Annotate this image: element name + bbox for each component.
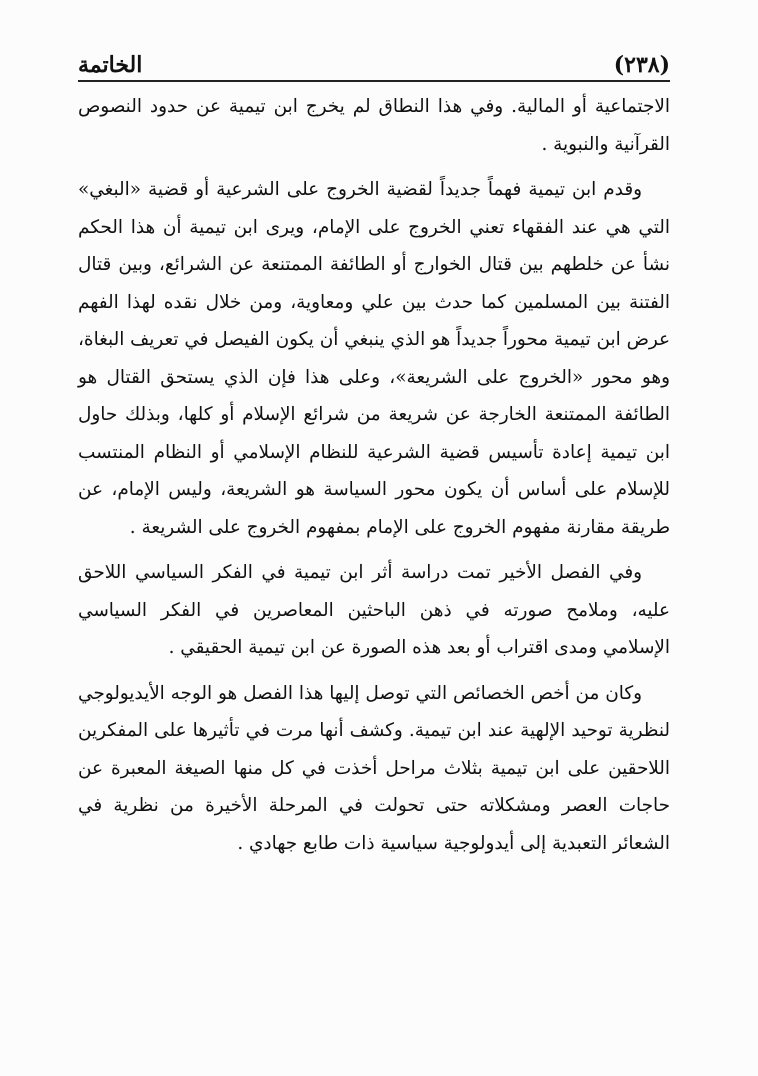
paragraph-rebellion-concept: وقدم ابن تيمية فهماً جديداً لقضية الخروج على الشرعية أو قضية «البغي» التي هي عند الفقهاء تعني الخروج على الإمام، ويرى ابن تيمية أن هذا الحكم نشأ عن خلطهم بين قتال الخوارج أو الطائفة الممتنعة عن الشرائع، وبين قتال الفتنة بين المسلمين كما حدث بين علي ومعاوية، ومن خلال نقده لهذا الفهم عرض ابن تيمية محوراً جديداً هو الذي ينبغي أن يكون الفيصل في تعريف البغاة، وهو محور «الخروج على الشريعة»، وعلى هذا فإن الذي يستحق القتال هو الطائفة الممتنعة الخارجة عن شريعة من شرائع الإسلام أو كلها، وبذلك حاول ابن تيمية إعادة تأسيس قضية الشرعية للنظام الإسلامي أو النظام المنتسب للإسلام على أساس أن يكون محور السياسة هو الشريعة، وليس الإمام، عن طريقة مقارنة مفهوم الخروج على الإمام بمفهوم الخروج على الشريعة . bbox=[78, 179, 670, 538]
paragraph-continued: الاجتماعية أو المالية. وفي هذا النطاق لم يخرج ابن تيمية عن حدود النصوص القرآنية والنبوية . bbox=[78, 96, 670, 155]
section-title: الخاتمة bbox=[78, 52, 143, 78]
body-text bbox=[78, 88, 670, 862]
page-number: (٢٣٨) bbox=[613, 52, 670, 78]
running-header bbox=[78, 42, 670, 82]
paragraph-ideological-aspect: وكان من أخص الخصائص التي توصل إليها هذا الفصل هو الوجه الأيديولوجي لنظرية توحيد الإلهية عند ابن تيمية. وكشف أنها مرت في تأثيرها على المفكرين اللاحقين على ابن تيمية بثلاث مراحل أخذت في كل منها الصيغة المعبرة عن حاجات العصر ومشكلاته حتى تحولت في المرحلة الأخيرة من نظرية في الشعائر التعبدية إلى أيدولوجية سياسية ذات طابع جهادي . bbox=[78, 682, 670, 854]
paragraph-last-chapter: وفي الفصل الأخير تمت دراسة أثر ابن تيمية في الفكر السياسي اللاحق عليه، وملامح صورته في ذهن الباحثين المعاصرين في الفكر السياسي الإسلامي ومدى اقتراب أو بعد هذه الصورة عن ابن تيمية الحقيقي . bbox=[78, 562, 670, 658]
